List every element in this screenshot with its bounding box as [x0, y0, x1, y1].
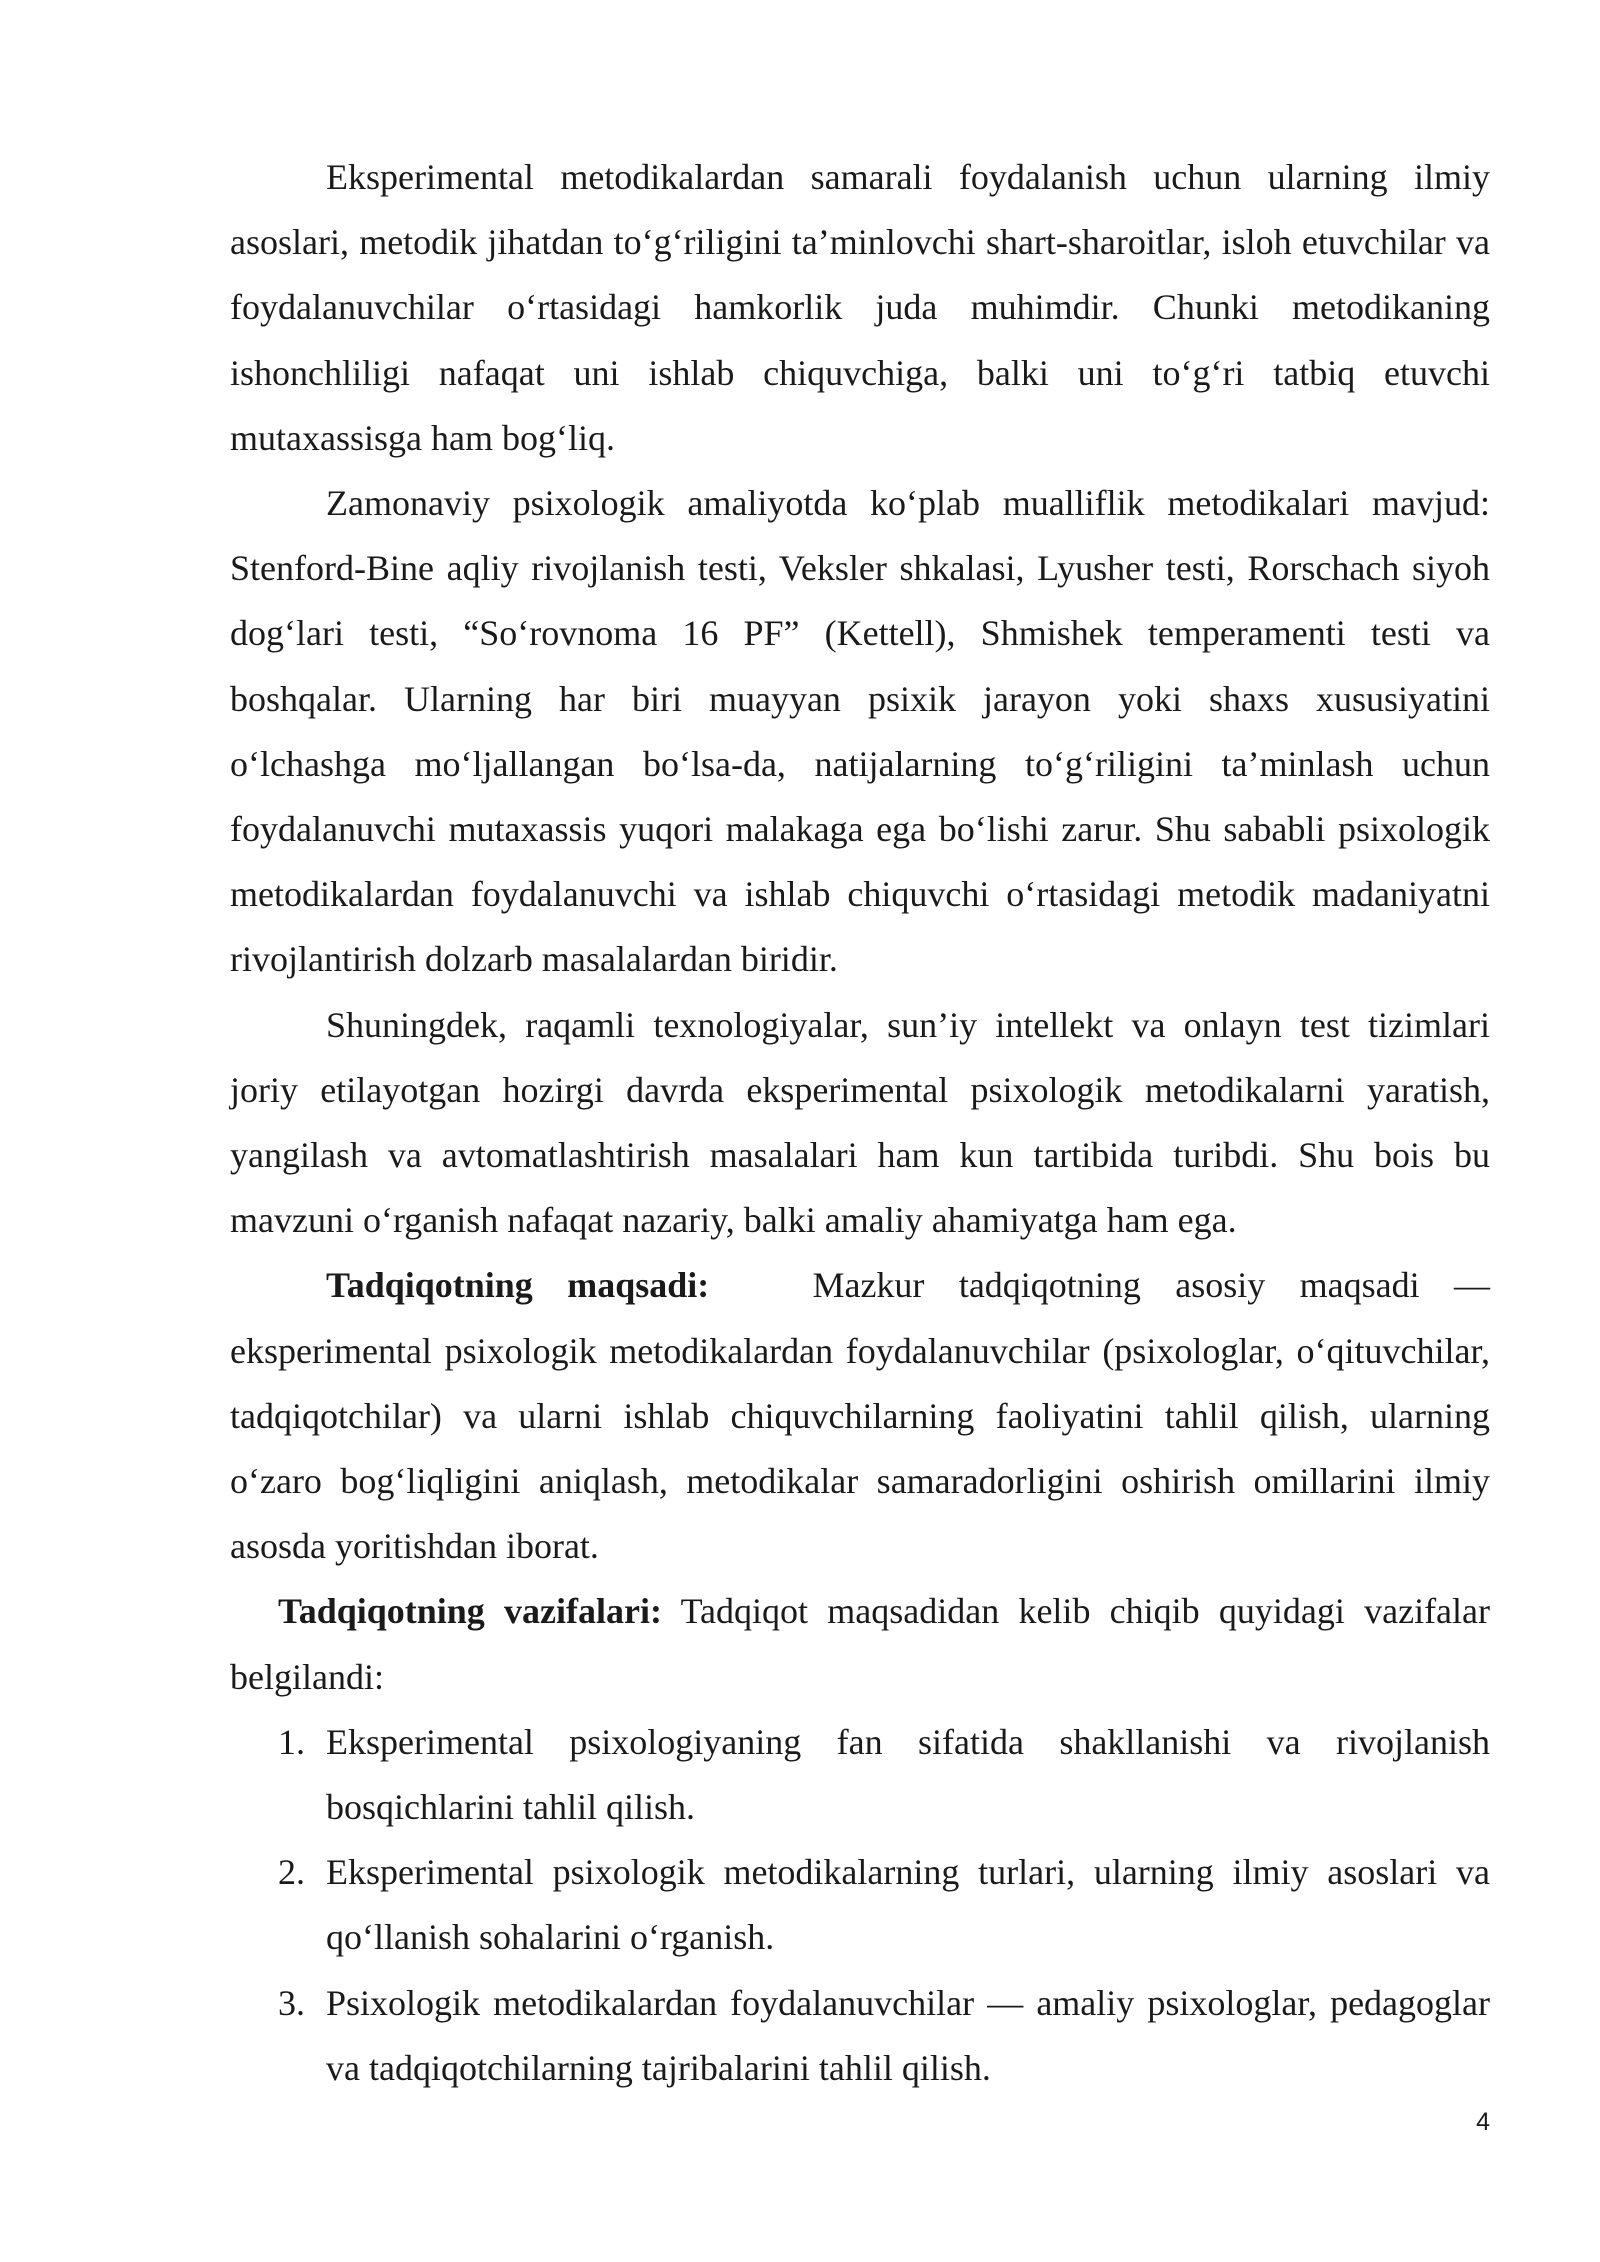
tasks-paragraph: [230, 1579, 1490, 1709]
document-page: [230, 145, 1490, 2101]
list-item-number: 2.: [278, 1852, 305, 1893]
tasks-label: Tadqiqotning vazifalari:: [278, 1591, 662, 1632]
goal-paragraph: [230, 1253, 1490, 1579]
tasks-list: [230, 1710, 1490, 2101]
paragraph-2: Zamonaviy psixologik amaliyotda ko‘plab mualliflik metodikalari mavjud: Stenford-Bine aqliy rivojlanish testi, Veksler shkalasi, Lyusher testi, Rorschach siyoh dog‘lari testi, “So‘rovnoma 16 PF” (Kettell), Shmishek temperamenti testi va boshqalar. Ularning har biri muayyan psixik jarayon yoki shaxs xususiyatini o‘lchashga mo‘ljallangan bo‘lsa-da, natijalarning to‘g‘riligini ta’minlash uchun foydalanuvchi mutaxassis yuqori malakaga ega bo‘lishi zarur. Shu sababli psixologik metodikalardan foydalanuvchi va ishlab chiquvchi o‘rtasidagi metodik madaniyatni rivojlantirish dolzarb masalalardan biridir.: [230, 483, 1490, 980]
tasks-intro-text: Tadqiqot maqsadidan kelib chiqib quyidagi vazifalar belgilandi:: [230, 1591, 1490, 1697]
paragraph-3: Shuningdek, raqamli texnologiyalar, sun’iy intellekt va onlayn test tizimlari joriy etilayotgan hozirgi davrda eksperimental psixologik metodikalarni yaratish, yangilash va avtomatlashtirish masalalari ham kun tartibida turibdi. Shu bois bu mavzuni o‘rganish nafaqat nazariy, balki amaliy ahamiyatga ham ega.: [230, 1004, 1490, 1241]
list-item-number: 3.: [278, 1982, 305, 2023]
goal-text: Mazkur tadqiqotning asosiy maqsadi — eksperimental psixologik metodikalardan foydalanuvchilar (psixologlar, o‘qituvchilar, tadqiqotchilar) va ularni ishlab chiquvchilarning faoliyatini tahlil qilish, ularning o‘zaro bog‘liqligini aniqlash, metodikalar samaradorligini oshirish omillarini ilmiy asosda yoritishdan iborat.: [230, 1265, 1490, 1567]
list-item-text: Psixologik metodikalardan foydalanuvchilar — amaliy psixologlar, pedagoglar va tadqiqotchilarning tajribalarini tahlil qilish.: [326, 1982, 1490, 2088]
list-item: [230, 1971, 1490, 2101]
list-item-number: 1.: [278, 1721, 305, 1762]
paragraph-1: Eksperimental metodikalardan samarali foydalanish uchun ularning ilmiy asoslari, metodik jihatdan to‘g‘riligini ta’minlovchi shart-sharoitlar, isloh etuvchilar va foydalanuvchilar o‘rtasidagi hamkorlik juda muhimdir. Chunki metodikaning ishonchliligi nafaqat uni ishlab chiquvchiga, balki uni to‘g‘ri tatbiq etuvchi mutaxassisga ham bog‘liq.: [230, 157, 1490, 458]
page-number: 4: [1476, 2108, 1490, 2136]
list-item-text: Eksperimental psixologiyaning fan sifatida shakllanishi va rivojlanish bosqichlarini tahlil qilish.: [326, 1721, 1490, 1828]
list-item: [230, 1840, 1490, 1970]
list-item-text: Eksperimental psixologik metodikalarning turlari, ularning ilmiy asoslari va qo‘llanish sohalarini o‘rganish.: [326, 1852, 1490, 1958]
goal-label: Tadqiqotning maqsadi:: [326, 1265, 710, 1306]
list-item: [230, 1710, 1490, 1840]
